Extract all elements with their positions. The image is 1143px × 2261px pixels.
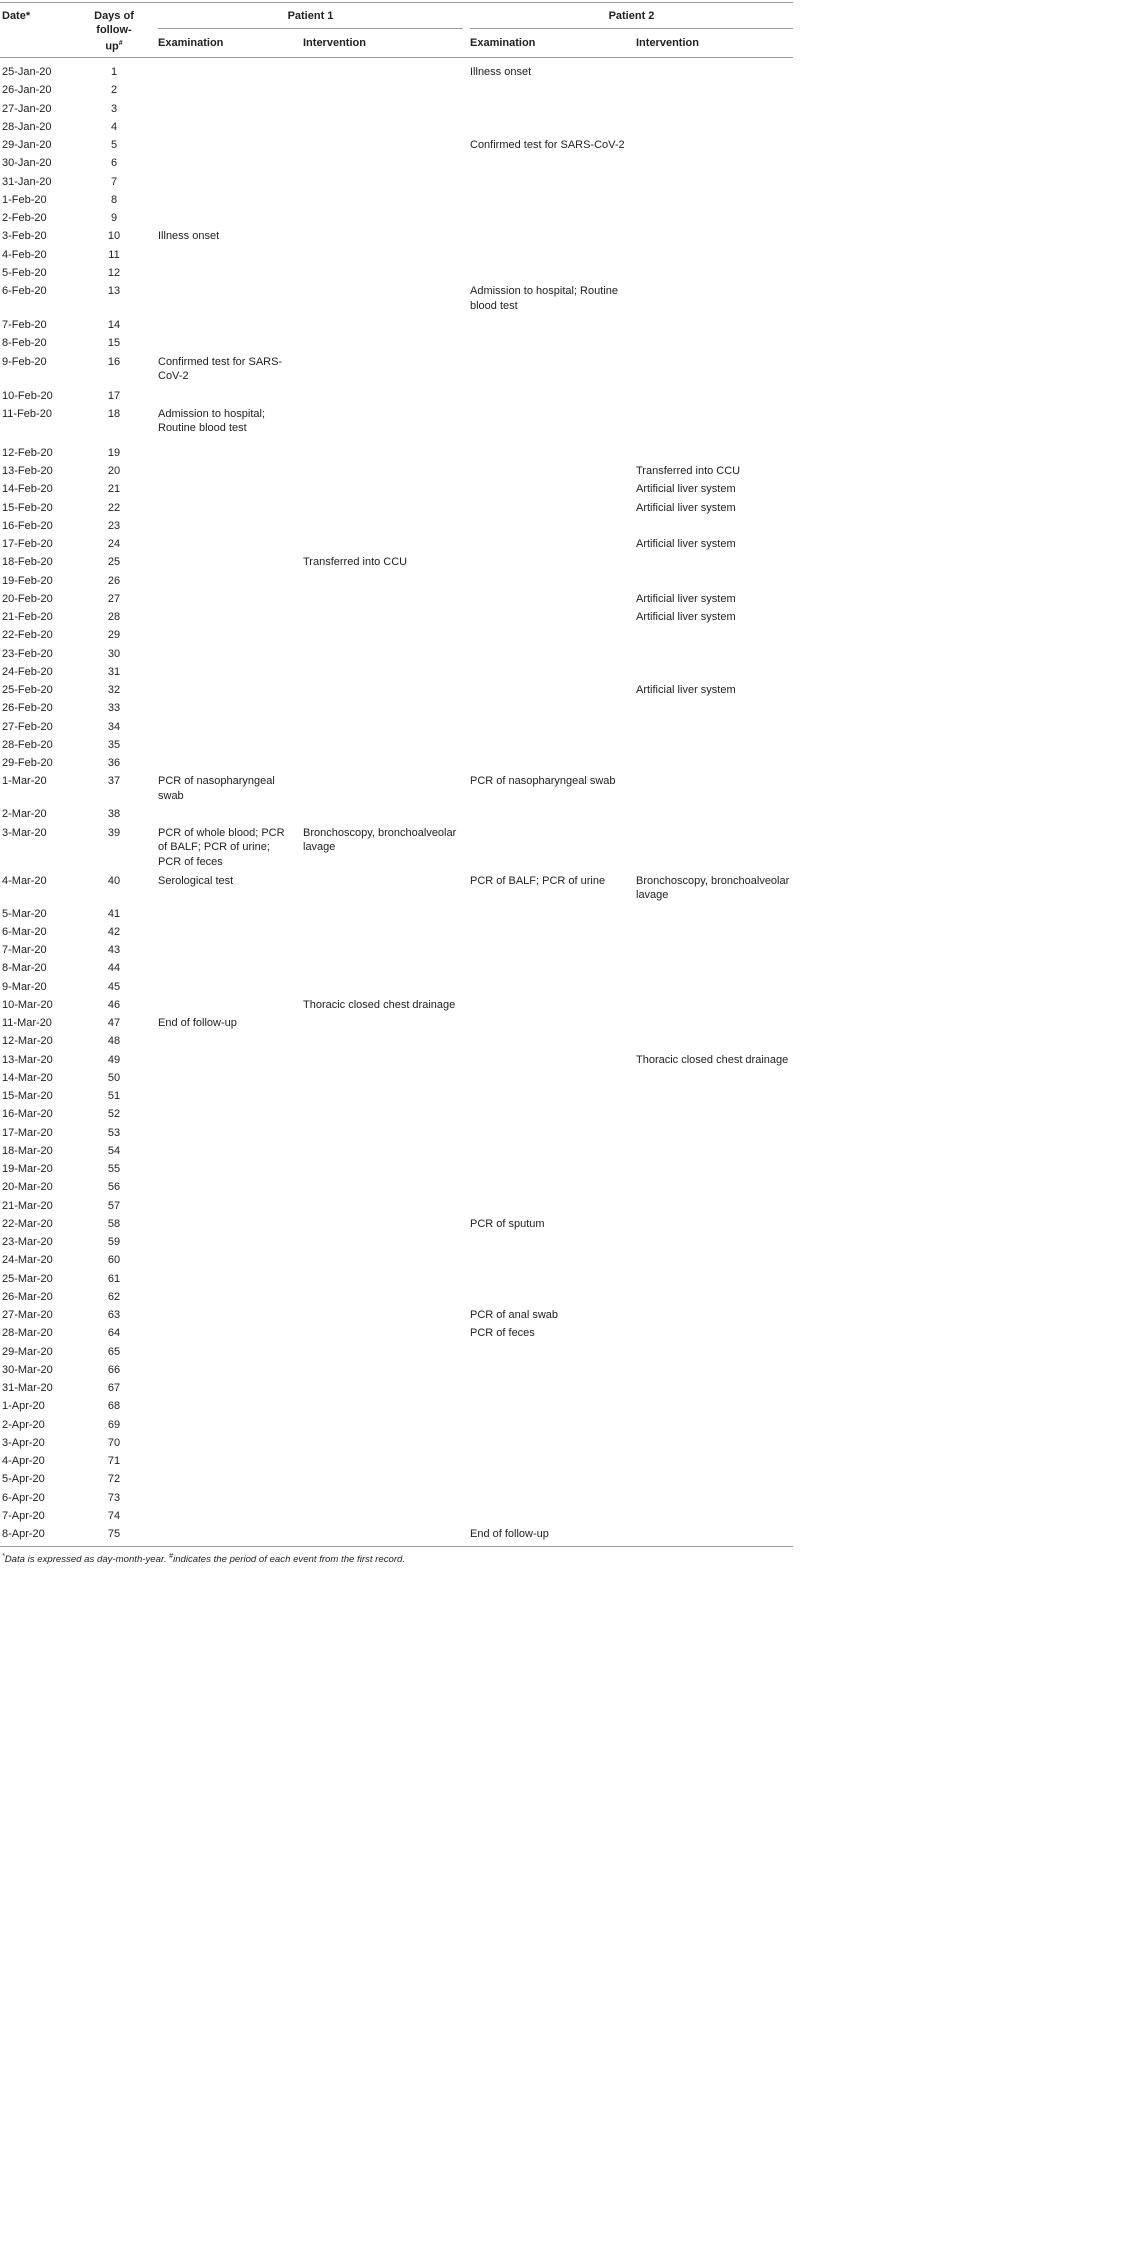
cell-date: 18-Mar-20: [2, 1144, 53, 1157]
cell-days: 5: [110, 139, 118, 151]
cell-date: 5-Mar-20: [2, 907, 47, 920]
footnote-mark-1: *: [2, 1553, 5, 1560]
cell-patient2-intervention: Bronchoscopy, bronchoalveolar lavage: [636, 874, 790, 902]
table-row: [0, 978, 793, 996]
cell-patient2-intervention: Artificial liver system: [636, 501, 736, 514]
cell-patient2-examination: Admission to hospital; Routine blood test: [470, 285, 618, 312]
table-row: [0, 118, 793, 136]
cell-days: 15: [107, 337, 121, 350]
table-row: [0, 1306, 793, 1324]
table-row: [0, 1069, 793, 1087]
cell-days: 17: [107, 389, 121, 402]
table-row: [0, 1397, 793, 1415]
cell-patient2-examination: PCR of sputum: [470, 1217, 545, 1230]
cell-date: 2-Mar-20: [2, 808, 47, 821]
cell-days: 41: [107, 907, 121, 920]
cell-days: 25: [107, 556, 121, 569]
cell-days: 65: [107, 1345, 121, 1358]
cell-date: 13-Feb-20: [2, 465, 53, 477]
cell-patient2-examination: Illness onset: [470, 66, 532, 78]
cell-days: 7: [110, 175, 118, 188]
table-row: [0, 136, 793, 154]
cell-patient1-examination: Admission to hospital; Routine blood test: [158, 407, 265, 435]
cell-days: 57: [107, 1199, 121, 1212]
cell-patient1-examination: End of follow-up: [158, 1017, 237, 1029]
cell-date: 5-Feb-20: [2, 266, 47, 279]
cell-date: 24-Feb-20: [2, 665, 53, 678]
table-row: [0, 1105, 793, 1123]
table-row: [0, 645, 793, 663]
header-days: [88, 9, 140, 54]
cell-date: 23-Mar-20: [2, 1236, 53, 1248]
cell-days: 72: [107, 1473, 121, 1486]
table-row: [0, 1124, 793, 1142]
cell-date: 10-Feb-20: [2, 389, 53, 402]
table-row: [0, 1251, 793, 1269]
cell-days: 12: [107, 266, 121, 279]
cell-days: 16: [107, 355, 121, 368]
table-row: [0, 1160, 793, 1178]
cell-days: 39: [107, 826, 121, 839]
table-row: [0, 1470, 793, 1488]
footnote-text-1: Data is expressed as day-month-year.: [4, 1554, 170, 1566]
cell-days: 10: [107, 230, 121, 243]
header-date: Date*: [2, 10, 31, 22]
cell-days: 45: [107, 980, 121, 993]
table-row: [0, 1270, 793, 1288]
cell-days: 2: [110, 84, 118, 97]
table-row: [0, 681, 793, 699]
table-row: [0, 535, 793, 553]
table-row: [0, 227, 793, 245]
table-row: [0, 462, 793, 480]
cell-patient2-intervention: Transferred into CCU: [636, 465, 741, 477]
cell-days: 1: [110, 66, 118, 78]
patient1-subrule: [158, 28, 463, 29]
table-row: [0, 1324, 793, 1342]
cell-days: 9: [110, 212, 118, 224]
table-row: [0, 1525, 793, 1543]
cell-patient2-intervention: Artificial liver system: [636, 684, 736, 696]
cell-date: 24-Mar-20: [2, 1254, 53, 1267]
cell-days: 20: [107, 465, 121, 477]
cell-patient2-examination: PCR of BALF; PCR of urine: [470, 874, 606, 887]
cell-date: 9-Feb-20: [2, 355, 47, 368]
cell-date: 28-Jan-20: [2, 120, 52, 133]
table-row: [0, 553, 793, 571]
cell-days: 54: [107, 1144, 121, 1157]
cell-date: 22-Mar-20: [2, 1217, 53, 1230]
cell-date: 18-Feb-20: [2, 556, 53, 569]
cell-days: 32: [107, 684, 121, 696]
cell-days: 28: [107, 611, 121, 623]
cell-date: 9-Mar-20: [2, 980, 47, 993]
header-days-line2: follow-up: [96, 24, 132, 53]
cell-date: 4-Mar-20: [2, 874, 47, 887]
table-row: [0, 282, 793, 316]
cell-days: 73: [107, 1491, 121, 1504]
cell-patient1-examination: Confirmed test for SARS-CoV-2: [158, 355, 283, 383]
header-p2-examination: Examination: [470, 37, 536, 49]
patient2-subrule: [470, 28, 793, 29]
table-row: [0, 1452, 793, 1470]
cell-date: 1-Apr-20: [2, 1400, 45, 1413]
cell-days: 14: [107, 319, 121, 331]
table-row: [0, 353, 793, 387]
cell-date: 13-Mar-20: [2, 1053, 53, 1066]
table-row: [0, 572, 793, 590]
cell-date: 6-Feb-20: [2, 285, 47, 297]
table-row: [0, 264, 793, 282]
table-row: [0, 1197, 793, 1215]
table-row: [0, 626, 793, 644]
table-row: [0, 1051, 793, 1069]
cell-date: 8-Mar-20: [2, 962, 47, 975]
cell-date: 10-Mar-20: [2, 998, 53, 1011]
table-row: [0, 517, 793, 535]
cell-date: 1-Feb-20: [2, 193, 47, 206]
table-row: [0, 1379, 793, 1397]
cell-date: 11-Mar-20: [2, 1017, 52, 1029]
cell-date: 6-Mar-20: [2, 925, 47, 938]
cell-date: 11-Feb-20: [2, 407, 52, 420]
cell-date: 20-Mar-20: [2, 1181, 53, 1194]
cell-days: 48: [107, 1035, 121, 1048]
cell-patient2-examination: PCR of anal swab: [470, 1309, 559, 1321]
cell-date: 15-Mar-20: [2, 1090, 53, 1102]
header-patient1: Patient 1: [287, 10, 334, 22]
table-row: [0, 63, 793, 81]
bottom-rule: [0, 1546, 793, 1547]
header-days-mark: #: [118, 40, 123, 47]
cell-days: 63: [107, 1309, 121, 1321]
cell-days: 43: [107, 944, 121, 956]
cell-days: 61: [107, 1272, 121, 1285]
cell-days: 26: [107, 574, 121, 587]
table-row: [0, 246, 793, 264]
cell-date: 16-Feb-20: [2, 519, 53, 532]
cell-days: 8: [110, 193, 118, 206]
table-row: [0, 824, 793, 872]
table-row: [0, 1507, 793, 1525]
cell-days: 31: [107, 665, 121, 678]
cell-days: 37: [107, 775, 121, 788]
cell-days: 62: [107, 1290, 121, 1303]
cell-patient1-intervention: Thoracic closed chest drainage: [303, 998, 456, 1011]
cell-date: 22-Feb-20: [2, 629, 53, 642]
cell-days: 66: [107, 1363, 121, 1376]
cell-days: 40: [107, 874, 121, 887]
cell-days: 52: [107, 1108, 121, 1121]
cell-patient1-examination: Serological test: [158, 874, 234, 887]
top-rule: [0, 2, 793, 3]
table-row: [0, 154, 793, 172]
cell-patient2-examination: Confirmed test for SARS-CoV-2: [470, 139, 625, 151]
cell-days: 19: [107, 446, 121, 459]
cell-date: 30-Jan-20: [2, 157, 52, 170]
cell-date: 25-Jan-20: [2, 66, 52, 78]
cell-days: 47: [107, 1017, 121, 1029]
cell-date: 8-Apr-20: [2, 1528, 45, 1540]
table-row: [0, 100, 793, 118]
cell-days: 74: [107, 1509, 121, 1522]
table-row: [0, 1087, 793, 1105]
table-row: [0, 718, 793, 736]
cell-days: 29: [107, 629, 121, 642]
table-row: [0, 772, 793, 805]
cell-date: 28-Mar-20: [2, 1327, 53, 1340]
cell-date: 25-Feb-20: [2, 684, 53, 696]
cell-days: 30: [107, 647, 121, 660]
cell-patient2-intervention: Artificial liver system: [636, 611, 736, 623]
header-p1-examination: Examination: [158, 37, 224, 49]
header-days-line1: Days of: [94, 10, 134, 22]
cell-date: 27-Feb-20: [2, 720, 53, 733]
cell-date: 6-Apr-20: [2, 1491, 45, 1504]
table-row: [0, 905, 793, 923]
cell-days: 21: [107, 483, 121, 496]
table-row: [0, 1142, 793, 1160]
table-row: [0, 499, 793, 517]
cell-date: 29-Jan-20: [2, 139, 52, 151]
footnote-mark-2: #: [169, 1553, 174, 1560]
cell-days: 58: [107, 1217, 121, 1230]
cell-patient2-intervention: Artificial liver system: [636, 592, 736, 605]
table-row: [0, 191, 793, 209]
table-row: [0, 663, 793, 681]
cell-date: 31-Jan-20: [2, 175, 52, 188]
table-row: [0, 405, 793, 444]
cell-date: 3-Feb-20: [2, 230, 47, 243]
table-row: [0, 608, 793, 626]
cell-days: 44: [107, 962, 121, 975]
cell-days: 51: [107, 1090, 121, 1102]
table-row: [0, 444, 793, 462]
cell-date: 2-Apr-20: [2, 1418, 45, 1431]
table-row: [0, 1178, 793, 1196]
table-row: [0, 805, 793, 823]
cell-days: 68: [107, 1400, 121, 1413]
cell-days: 13: [107, 285, 121, 297]
cell-date: 20-Feb-20: [2, 592, 53, 605]
table-row: [0, 480, 793, 498]
cell-patient1-examination: Illness onset: [158, 230, 220, 243]
cell-date: 7-Feb-20: [2, 319, 47, 331]
cell-days: 23: [107, 519, 121, 532]
table-row: [0, 1434, 793, 1452]
cell-date: 27-Jan-20: [2, 102, 52, 115]
cell-days: 34: [107, 720, 121, 733]
table-row: [0, 1288, 793, 1306]
cell-days: 3: [110, 102, 118, 115]
cell-date: 2-Feb-20: [2, 212, 47, 224]
cell-date: 3-Apr-20: [2, 1436, 45, 1449]
cell-days: 38: [107, 808, 121, 821]
cell-date: 29-Mar-20: [2, 1345, 53, 1358]
cell-date: 3-Mar-20: [2, 826, 47, 839]
cell-date: 26-Jan-20: [2, 84, 52, 97]
cell-days: 59: [107, 1236, 121, 1248]
cell-days: 70: [107, 1436, 121, 1449]
cell-date: 14-Mar-20: [2, 1071, 53, 1084]
table-row: [0, 736, 793, 754]
cell-date: 26-Mar-20: [2, 1290, 53, 1303]
cell-days: 6: [110, 157, 118, 170]
table-row: [0, 173, 793, 191]
cell-days: 4: [110, 120, 118, 133]
cell-date: 5-Apr-20: [2, 1473, 45, 1486]
table-row: [0, 1416, 793, 1434]
cell-patient1-examination: PCR of nasopharyngeal swab: [158, 775, 275, 802]
cell-days: 22: [107, 501, 121, 514]
cell-date: 7-Mar-20: [2, 944, 47, 956]
table-row: [0, 1215, 793, 1233]
header-patient2: Patient 2: [608, 10, 655, 22]
footnote-text-2: indicates the period of each event from the first record.: [173, 1554, 406, 1566]
cell-days: 67: [107, 1382, 121, 1394]
cell-date: 26-Feb-20: [2, 702, 53, 715]
header-p1-intervention: Intervention: [303, 37, 366, 49]
cell-date: 15-Feb-20: [2, 501, 53, 514]
cell-days: 50: [107, 1071, 121, 1084]
cell-patient2-examination: PCR of nasopharyngeal swab: [470, 775, 616, 788]
table-row: [0, 1343, 793, 1361]
table-row: [0, 1014, 793, 1032]
cell-patient2-intervention: Artificial liver system: [636, 538, 736, 550]
cell-patient1-examination: PCR of whole blood; PCR of BALF; PCR of urine; PCR of feces: [158, 826, 285, 868]
cell-days: 42: [107, 925, 121, 938]
table-row: [0, 387, 793, 405]
cell-days: 75: [107, 1528, 121, 1540]
footnote: [2, 1553, 405, 1565]
table-row: [0, 923, 793, 941]
cell-days: 69: [107, 1418, 121, 1431]
table-row: [0, 316, 793, 334]
cell-date: 4-Apr-20: [2, 1455, 45, 1467]
cell-days: 27: [107, 592, 121, 605]
cell-date: 4-Feb-20: [2, 248, 47, 261]
cell-date: 21-Mar-20: [2, 1199, 53, 1212]
cell-days: 18: [107, 407, 121, 420]
cell-days: 46: [107, 998, 121, 1011]
cell-patient2-examination: PCR of feces: [470, 1327, 535, 1340]
cell-days: 11: [108, 248, 120, 261]
cell-date: 1-Mar-20: [2, 775, 47, 788]
cell-date: 23-Feb-20: [2, 647, 53, 660]
cell-days: 55: [107, 1163, 121, 1175]
table-row: [0, 872, 793, 905]
cell-patient1-intervention: Bronchoscopy, bronchoalveolar lavage: [303, 826, 457, 854]
cell-days: 71: [107, 1455, 121, 1467]
cell-days: 49: [107, 1053, 121, 1066]
cell-patient2-intervention: Artificial liver system: [636, 483, 736, 496]
table-row: [0, 959, 793, 977]
cell-date: 30-Mar-20: [2, 1363, 53, 1376]
table-row: [0, 1361, 793, 1379]
cell-days: 35: [107, 738, 121, 751]
cell-days: 56: [107, 1181, 121, 1194]
table-page: [0, 0, 793, 1568]
table-row: [0, 1233, 793, 1251]
table-row: [0, 81, 793, 99]
cell-date: 25-Mar-20: [2, 1272, 53, 1285]
table-row: [0, 754, 793, 772]
cell-date: 31-Mar-20: [2, 1382, 53, 1394]
header-p2-intervention: Intervention: [636, 37, 699, 49]
cell-days: 33: [107, 702, 121, 715]
cell-date: 12-Feb-20: [2, 446, 53, 459]
table-row: [0, 996, 793, 1014]
cell-patient1-intervention: Transferred into CCU: [303, 556, 408, 569]
table-body: [0, 63, 793, 1543]
cell-days: 53: [107, 1126, 121, 1139]
cell-patient2-intervention: Thoracic closed chest drainage: [636, 1053, 789, 1066]
cell-days: 36: [107, 757, 121, 769]
table-row: [0, 590, 793, 608]
cell-date: 12-Mar-20: [2, 1035, 53, 1048]
table-row: [0, 1489, 793, 1507]
cell-date: 8-Feb-20: [2, 337, 47, 350]
cell-date: 7-Apr-20: [2, 1509, 45, 1522]
cell-date: 17-Feb-20: [2, 538, 53, 550]
table-row: [0, 334, 793, 352]
cell-date: 29-Feb-20: [2, 757, 53, 769]
cell-date: 19-Mar-20: [2, 1163, 53, 1175]
table-row: [0, 209, 793, 227]
cell-date: 17-Mar-20: [2, 1126, 53, 1139]
table-row: [0, 941, 793, 959]
cell-patient2-examination: End of follow-up: [470, 1528, 549, 1540]
cell-date: 27-Mar-20: [2, 1309, 53, 1321]
cell-days: 64: [107, 1327, 121, 1340]
header-rule: [0, 57, 793, 58]
cell-days: 60: [107, 1254, 121, 1267]
cell-date: 16-Mar-20: [2, 1108, 53, 1121]
cell-days: 24: [107, 538, 121, 550]
cell-date: 28-Feb-20: [2, 738, 53, 751]
table-row: [0, 1032, 793, 1050]
table-row: [0, 699, 793, 717]
cell-date: 21-Feb-20: [2, 611, 53, 623]
cell-date: 14-Feb-20: [2, 483, 53, 496]
cell-date: 19-Feb-20: [2, 574, 53, 587]
